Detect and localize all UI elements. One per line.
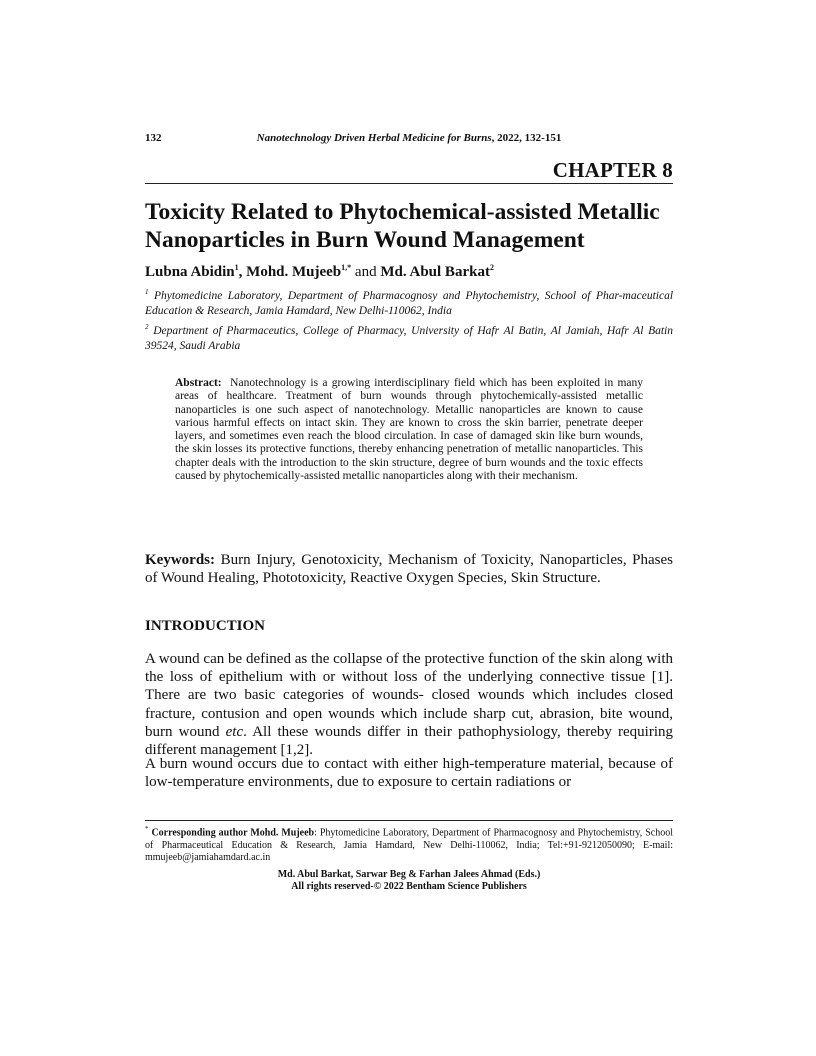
body-paragraph: A burn wound occurs due to contact with either high-temperature material, because of low-temperature environments, due to exposure to certain radiations or [145,756,673,791]
author-conjunction: and [354,264,377,280]
paragraph-text: A wound can be defined as the collapse of the protective function of the skin along with the loss of epithelium with or without loss of the underlying connective tissue [1]. There are two basic categories of wounds- closed wounds which includes closed fracture, contusion and open wounds which include sharp cut, abrasion, bite wound, burn wound [145,651,673,740]
editors-line: Md. Abul Barkat, Sarwar Beg & Farhan Jalees Ahmad (Eds.) [277,869,541,880]
rights-line: All rights reserved-© 2022 Bentham Science Publishers [291,881,527,892]
journal-citation [145,132,673,144]
footnote [145,823,673,865]
author-name: Mohd. Mujeeb [246,264,342,280]
author-name: Lubna Abidin [145,264,235,280]
affiliation-mark: 1 [145,288,149,296]
affiliation-text: Phytomedicine Laboratory, Department of Pharmacognosy and Phytochemistry, School of Phar-maceutical Education & Research, Jamia Hamdard, New Delhi-110062, India [145,289,674,317]
affiliation-text: Department of Pharmaceutics, College of Pharmacy, University of Hafr Al Batin, Al Jamiah, Hafr Al Batin 39524, Saudi Arabia [145,324,674,352]
chapter-title: Toxicity Related to Phytochemical-assisted Metallic Nanoparticles in Burn Wound Management [145,199,660,253]
abstract-label: Abstract: [175,377,222,389]
footnote-label: Corresponding author Mohd. Mujeeb [151,827,315,839]
section-heading: INTRODUCTION [145,618,266,634]
author-name: Md. Abul Barkat [380,264,490,280]
keywords [145,551,673,587]
affiliation [145,285,673,319]
author-affiliation-mark: 1 [234,263,239,272]
keywords-text: Burn Injury, Genotoxicity, Mechanism of Toxicity, Nanoparticles, Phases of Wound Healing, Phototoxicity, Reactive Oxygen Species, Skin Structure. [145,552,674,586]
author-affiliation-mark: 1,* [341,263,352,272]
chapter-divider [145,183,673,184]
affiliation [145,320,673,354]
journal-meta: , 2022, 132-151 [491,132,562,144]
abstract [175,377,643,483]
footnote-divider [145,820,673,821]
author-affiliation-mark: 2 [489,263,494,272]
paragraph-text: . All these wounds differ in their pathophysiology, thereby requiring different management [1,2]. [145,723,674,759]
publisher-credit [145,869,673,893]
journal-title: Nanotechnology Driven Herbal Medicine for Burns [256,132,492,144]
footnote-mark: * [145,825,149,833]
abstract-text: Nanotechnology is a growing interdisciplinary field which has been exploited in many areas of healthcare. Treatment of burn wounds through phytochemically-assisted metallic nanoparticles is one such aspect of nanotechnology. Metallic nanoparticles are known to cause various harmful effects on intact skin. They are known to cross the skin barrier, penetrate deeper layers, and sometimes even reach the blood circulation. In case of damaged skin like burn wounds, the skin losses its protective functions, thereby enhancing penetration of metallic nanoparticles. This chapter deals with the introduction to the skin structure, degree of burn wounds and the toxic effects caused by phytochemically-assisted metallic nanoparticles along with their mechanism. [175,377,644,483]
page-number: 132 [145,132,162,144]
chapter-label: CHAPTER 8 [552,158,673,182]
footnote-text: : Phytomedicine Laboratory, Department of Pharmacognosy and Phytochemistry, School of Pharmaceutical Education & Research, Jamia Hamdard, New Delhi-110062, India; Tel:+91-9212050090; E-mail: mmujeeb@jamiahamdard.ac.in [145,827,674,864]
paragraph-italic-text: etc [225,723,244,740]
author-list: Lubna Abidin$^1$, Mohd. Mujeeb$^{1,*}$ and Md. Abul Barkat$^2$ [145,263,494,280]
keywords-label: Keywords: [145,552,215,568]
affiliation-mark: 2 [145,323,149,331]
body-paragraph [145,650,673,759]
running-head [145,132,673,148]
